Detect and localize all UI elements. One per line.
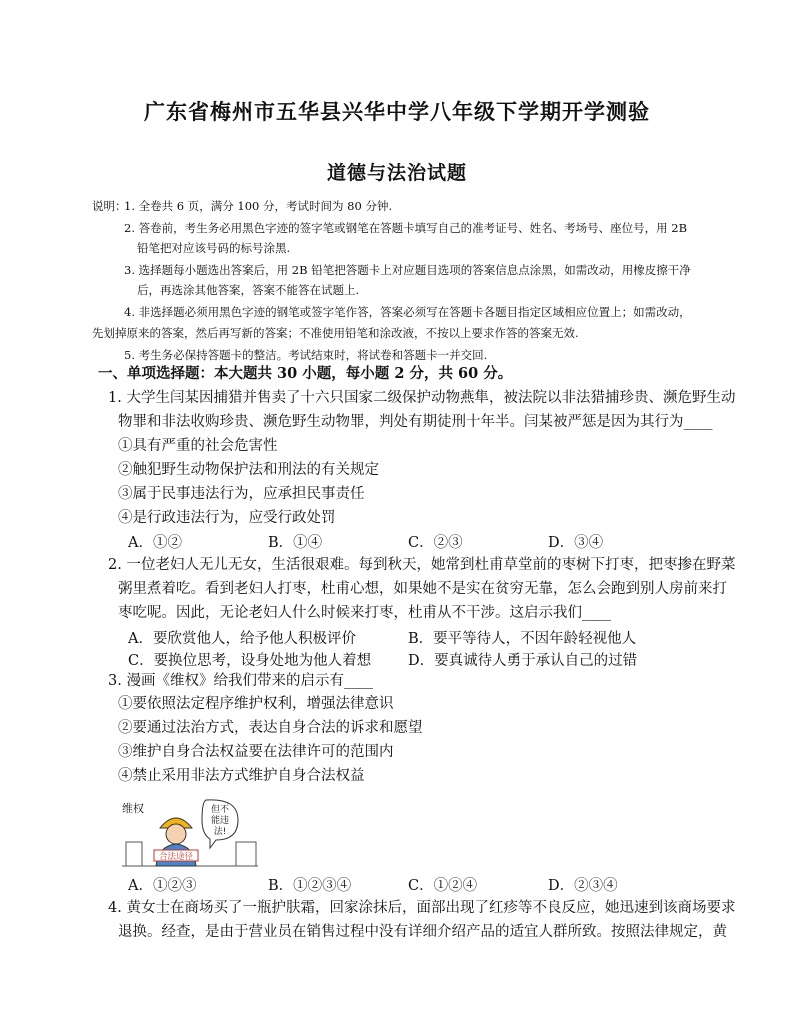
instruction-line: 后，再选涂其他答案，答案不能答在试题上. [137,283,360,297]
question-1-option-b: B．①④ [268,535,323,551]
question-2-option-b: B．要平等待人，不因年龄轻视他人 [408,631,637,647]
question-3-option-b: B．①②③④ [268,878,352,894]
question-3-statement: ①要依照法定程序维护权利，增强法律意识 [118,696,394,712]
question-2-option-d: D．要真诚待人勇于承认自己的过错 [408,653,638,669]
comic-bubble-text: 法! [213,827,227,837]
question-1-option-c: C．②③ [408,535,463,551]
comic-banner-text: 合法途径 [158,852,194,862]
instruction-line: 5. 考生务必保持答题卡的整洁。考试结束时，将试卷和答题卡一并交回. [124,348,488,362]
comic-bubble-text: 但不 [210,805,230,815]
question-1-line: 1. 大学生闫某因捕猎并售卖了十六只国家二级保护动物燕隼，被法院以非法猎捕珍贵、濒危野生动 [108,390,736,406]
instruction-line: 1. 全卷共 6 页，满分 100 分，考试时间为 80 分钟. [124,199,393,213]
instruction-line: 4. 非选择题必须用黑色字迹的钢笔或签字笔作答，答案必须写在答题卡各题目指定区域相应位置上；如需改动， [124,305,691,319]
question-3-line: 3. 漫画《维权》给我们带来的启示有____ [108,673,373,689]
comic-left-text: 维权 [122,802,144,815]
question-4-line: 退换。经查，是由于营业员在销售过程中没有详细介绍产品的适宜人群所致。按照法律规定，黄 [118,924,727,940]
building-icon [126,842,142,866]
question-2-option-c: C．要换位思考，设身处地为他人着想 [128,653,372,669]
question-1-option-d: D．③④ [548,535,604,551]
question-3-statement: ②要通过法治方式，表达自身合法的诉求和愿望 [118,720,423,736]
question-1-statement: ①具有严重的社会危害性 [118,438,278,454]
section-heading: 一、单项选择题：本大题共 30 小题，每小题 2 分，共 60 分。 [98,365,513,382]
question-3-statement: ④禁止采用非法方式维护自身合法权益 [118,768,365,784]
question-3-statement: ③维护自身合法权益要在法律许可的范围内 [118,744,394,760]
question-3-option-c: C．①②④ [408,878,478,894]
question-2-line: 粥里煮着吃。看到老妇人打枣，杜甫心想，如果她不是实在贫穷无靠，怎么会跑到别人房前来打 [118,581,727,597]
instructions-label: 说明： [92,199,127,213]
instruction-line: 3. 选择题每小题选出答案后，用 2B 铅笔把答题卡上对应题目选项的答案信息点涂黑，如需改动，用橡皮擦干净 [124,263,691,277]
instruction-line: 2. 答卷前，考生务必用黑色字迹的签字笔或钢笔在答题卡填写自己的准考证号、姓名、考场号、座位号，用 2B [124,221,688,235]
comic-illustration [120,798,260,868]
building-icon [236,842,256,866]
question-1-statement: ④是行政违法行为，应受行政处罚 [118,510,336,526]
question-1-line: 物罪和非法收购珍贵、濒危野生动物罪，判处有期徒刑十年半。闫某被严惩是因为其行为____ [118,414,713,430]
instruction-line: 铅笔把对应该号码的标号涂黑. [137,241,291,255]
question-1-statement: ③属于民事违法行为，应承担民事责任 [118,486,365,502]
question-3-option-a: A．①②③ [128,878,197,894]
question-2-line: 枣吃呢。因此，无论老妇人什么时候来打枣，杜甫从不干涉。这启示我们____ [118,605,611,621]
question-2-option-a: A．要欣赏他人，给予他人积极评价 [128,631,356,647]
page-title: 广东省梅州市五华县兴华中学八年级下学期开学测验 [144,99,650,124]
question-1-option-a: A．①② [128,535,182,551]
question-3-option-d: D．②③④ [548,878,618,894]
question-4-line: 4. 黄女士在商场买了一瓶护肤霜，回家涂抹后，面部出现了红疹等不良反应，她迅速到该商场要求 [108,900,736,916]
comic-bubble-text: 能违 [210,816,230,826]
page-subtitle: 道德与法治试题 [326,162,467,184]
instruction-line: 先划掉原来的答案，然后再写新的答案；不准使用铅笔和涂改液，不按以上要求作答的答案无效. [92,326,579,340]
worker-face-icon [166,824,186,844]
question-2-line: 2. 一位老妇人无儿无女，生活很艰难。每到秋天，她常到杜甫草堂前的枣树下打枣，把枣掺在野菜 [108,557,736,573]
question-1-statement: ②触犯野生动物保护法和刑法的有关规定 [118,462,379,478]
